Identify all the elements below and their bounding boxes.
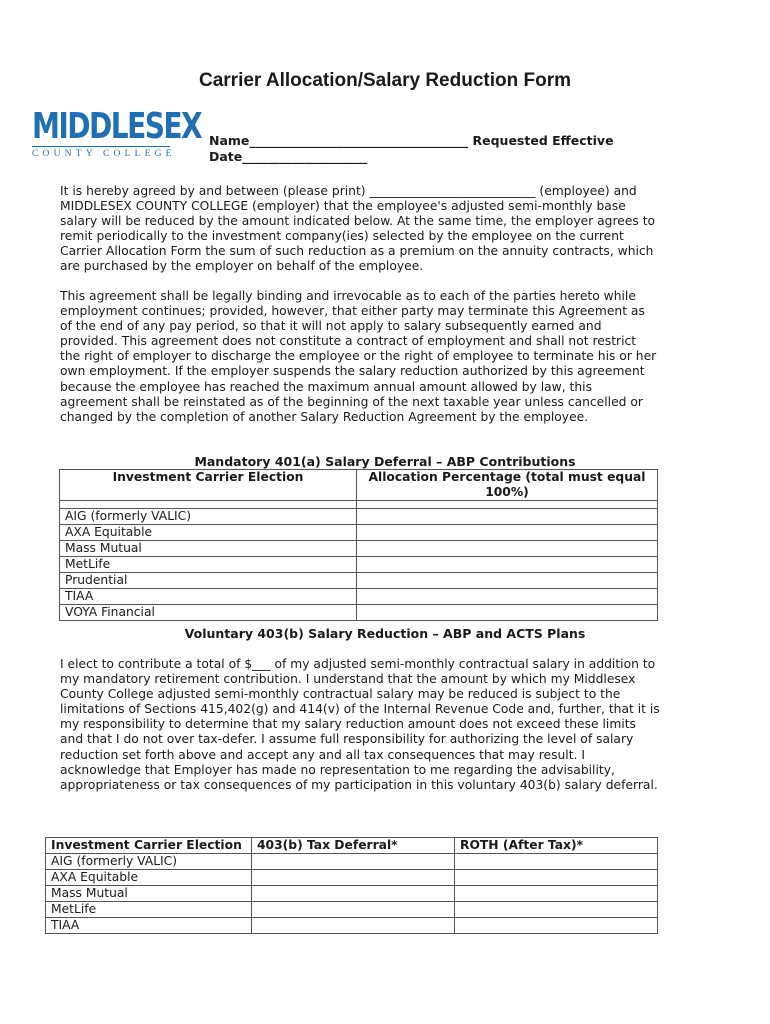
tax-deferral-input[interactable] — [252, 854, 455, 870]
table-row — [60, 541, 658, 557]
table-row — [60, 509, 658, 525]
form-title: Carrier Allocation/Salary Reduction Form — [199, 70, 571, 91]
agreement-paragraph: It is hereby agreed by and between (please print) ___________________________ (employee) and MIDDLESEX COUNTY COLLEGE (employer) that the employee's adjusted semi-monthly base salary will be reduced by the amount indicated below. At the same time, the employer agrees to remit periodically to the investment company(ies) selected by the employee on the current Carrier Allocation Form the sum of such reduction as a premium on the annuity contracts, which are purchased by the employer on behalf of the employee. — [60, 184, 656, 274]
name-date-fields — [209, 133, 614, 165]
table-row — [60, 589, 658, 605]
table-row — [60, 525, 658, 541]
voluntary-heading: Voluntary 403(b) Salary Reduction – ABP and ACTS Plans — [184, 626, 586, 641]
roth-column-header: ROTH (After Tax)* — [455, 838, 658, 854]
allocation-input[interactable] — [357, 573, 658, 589]
allocation-input[interactable] — [357, 605, 658, 621]
college-logo — [32, 106, 202, 160]
table-row — [60, 501, 658, 509]
binding-paragraph: This agreement shall be legally binding and irrevocable as to each of the parties hereto while employment continues; provided, however, that either party may terminate this Agreement as of the end of any pay period, so that it will not apply to salary subsequently earned and provided. This agreement does not constitute a contract of employment and shall not restrict the right of employer to discharge the employee or the right of employee to terminate his or her own employment. If the employer suspends the salary reduction authorized by this agreement because the employee has reached the maximum annual amount allowed by law, this agreement shall be reinstated as of the beginning of the next taxable year unless cancelled or changed by the completion of another Salary Reduction Agreement by the employee. — [60, 289, 657, 424]
mandatory-heading: Mandatory 401(a) Salary Deferral – ABP Contributions — [194, 454, 576, 469]
allocation-input[interactable] — [357, 541, 658, 557]
carrier-column-header: Investment Carrier Election — [46, 838, 252, 854]
roth-input[interactable] — [455, 854, 658, 870]
voluntary-paragraph: I elect to contribute a total of $___ of my adjusted semi-monthly contractual salary in addition to my mandatory retirement contribution. I understand that the amount by which my Middlesex County College adjusted semi-monthly contractual salary may be reduced is subject to the limitations of Sections 415,402(g) and 414(v) of the Internal Revenue Code and, further, that it is my responsibility to determine that my salary reduction amount does not exceed these limits and that I do not over tax-defer. I assume full responsibility for authorizing the level of salary reduction set forth above and accept any and all tax consequences that may result. I acknowledge that Employer has made no representation to me regarding the advisability, appropriateness or tax consequences of my participation in this voluntary 403(b) salary deferral. — [60, 657, 660, 792]
carrier-name: Mass Mutual — [46, 886, 252, 902]
tax-deferral-input[interactable] — [252, 902, 455, 918]
tax-deferral-input[interactable] — [252, 918, 455, 934]
carrier-name: AIG (formerly VALIC) — [60, 509, 357, 525]
table-row — [46, 886, 658, 902]
table-header-row — [46, 838, 658, 854]
date-field[interactable]: Date____________________ — [209, 149, 368, 164]
carrier-column-header: Investment Carrier Election — [60, 470, 357, 501]
voluntary-allocation-table — [45, 837, 658, 934]
table-row — [60, 573, 658, 589]
carrier-name: TIAA — [46, 918, 252, 934]
name-field[interactable]: Name___________________________________ Requested Effective — [209, 133, 614, 148]
table-row — [60, 605, 658, 621]
tax-deferral-input[interactable] — [252, 870, 455, 886]
carrier-name: Prudential — [60, 573, 357, 589]
tax-deferral-column-header: 403(b) Tax Deferral* — [252, 838, 455, 854]
roth-input[interactable] — [455, 918, 658, 934]
carrier-name: Mass Mutual — [60, 541, 357, 557]
roth-input[interactable] — [455, 902, 658, 918]
carrier-name: MetLife — [60, 557, 357, 573]
table-row — [46, 870, 658, 886]
allocation-input[interactable] — [357, 525, 658, 541]
carrier-name: VOYA Financial — [60, 605, 357, 621]
table-row — [46, 902, 658, 918]
roth-input[interactable] — [455, 870, 658, 886]
allocation-column-header: Allocation Percentage (total must equal 100%) — [357, 470, 658, 501]
table-header-row — [60, 470, 658, 501]
table-row — [46, 918, 658, 934]
table-row — [46, 854, 658, 870]
allocation-input[interactable] — [357, 509, 658, 525]
logo-wordmark: MIDDLESEX — [32, 106, 202, 147]
table-row — [60, 557, 658, 573]
mandatory-allocation-table — [59, 469, 658, 621]
allocation-input[interactable] — [357, 589, 658, 605]
allocation-input[interactable] — [357, 557, 658, 573]
carrier-name: AIG (formerly VALIC) — [46, 854, 252, 870]
logo-subtitle: COUNTY COLLEGE — [32, 146, 170, 160]
carrier-name: AXA Equitable — [46, 870, 252, 886]
carrier-name: TIAA — [60, 589, 357, 605]
roth-input[interactable] — [455, 886, 658, 902]
carrier-name: AXA Equitable — [60, 525, 357, 541]
carrier-name: MetLife — [46, 902, 252, 918]
tax-deferral-input[interactable] — [252, 886, 455, 902]
